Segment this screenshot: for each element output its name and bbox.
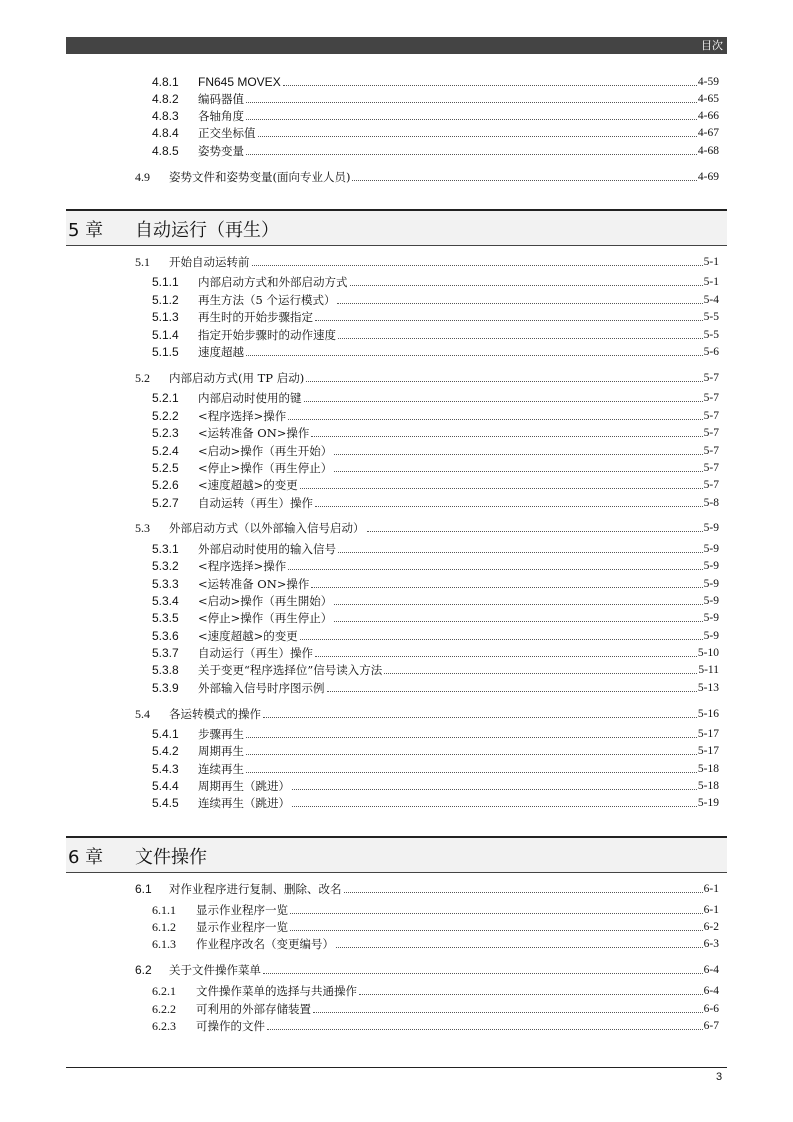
toc-entry-page: 4-68 bbox=[697, 145, 719, 157]
toc-entry-page: 6-7 bbox=[703, 1020, 719, 1032]
leader-dots bbox=[338, 338, 703, 339]
toc-entry-page: 4-69 bbox=[697, 171, 719, 183]
toc-entry[interactable]: 6.1.3 作业程序改名（变更编号） 6-3 bbox=[152, 937, 719, 951]
leader-dots bbox=[311, 587, 702, 588]
toc-entry[interactable]: 4.8.2 编码器值 4-65 bbox=[152, 92, 719, 106]
toc-entry-title: <运转准备 ON>操作 bbox=[198, 577, 310, 591]
leader-dots bbox=[306, 381, 702, 382]
leader-dots bbox=[246, 119, 697, 120]
toc-entry-title: 姿势文件和姿势变量(面向专业人员) bbox=[169, 170, 351, 184]
leader-dots bbox=[252, 265, 703, 266]
toc-entry[interactable]: 4.8.5 姿势变量 4-68 bbox=[152, 144, 719, 158]
toc-entry-title: 关于变更“程序选择位”信号读入方法 bbox=[198, 663, 383, 677]
toc-entry-page: 5-19 bbox=[697, 797, 719, 809]
toc-entry-page: 6-1 bbox=[703, 904, 719, 916]
toc-entry-page: 5-7 bbox=[703, 392, 719, 404]
footer-rule bbox=[66, 1067, 727, 1068]
toc-entry-title: 指定开始步骤时的动作速度 bbox=[198, 328, 336, 342]
toc-section[interactable]: 5.2 内部启动方式(用 TP 启动) 5-7 bbox=[135, 371, 719, 385]
toc-entry[interactable]: 5.2.6 <速度超越>的变更 5-7 bbox=[152, 478, 719, 492]
toc-entry-page: 4-65 bbox=[697, 93, 719, 105]
toc-entry-title: 姿势变量 bbox=[198, 144, 244, 158]
leader-dots bbox=[350, 285, 703, 286]
toc-entry-title: 正交坐标值 bbox=[198, 126, 256, 140]
leader-dots bbox=[246, 355, 703, 356]
toc-entry-page: 5-5 bbox=[703, 311, 719, 323]
chapter-number: 6 章 bbox=[68, 847, 104, 868]
toc-entry-title: 速度超越 bbox=[198, 345, 244, 359]
toc-entry-title: 各轴角度 bbox=[198, 109, 244, 123]
toc-entry-page: 5-9 bbox=[703, 578, 719, 590]
toc-entry-page: 6-4 bbox=[703, 985, 719, 997]
toc-entry-page: 5-7 bbox=[703, 462, 719, 474]
toc-entry-page: 5-1 bbox=[703, 276, 719, 288]
toc-section[interactable]: 6.2 关于文件操作菜单 6-4 bbox=[135, 963, 719, 977]
leader-dots bbox=[288, 419, 702, 420]
leader-dots bbox=[334, 621, 702, 622]
leader-dots bbox=[263, 717, 697, 718]
toc-entry-page: 5-9 bbox=[703, 522, 719, 534]
toc-entry[interactable]: 5.2.5 <停止>操作（再生停止） 5-7 bbox=[152, 461, 719, 475]
toc-entry-page: 5-13 bbox=[697, 682, 719, 694]
leader-dots bbox=[315, 656, 697, 657]
toc-entry[interactable]: 6.2.2 可利用的外部存储装置 6-6 bbox=[152, 1002, 719, 1016]
toc-entry-page: 5-10 bbox=[697, 647, 719, 659]
toc-entry-title: <停止>操作（再生停止） bbox=[198, 461, 333, 475]
toc-entry[interactable]: 5.2.2 <程序选择>操作 5-7 bbox=[152, 409, 719, 423]
toc-entry[interactable]: 4.8.4 正交坐标值 4-67 bbox=[152, 126, 719, 140]
chapter-title: 自动运行（再生） bbox=[135, 220, 279, 241]
toc-entry-title: <启动>操作（再生開始） bbox=[198, 594, 333, 608]
toc-entry[interactable]: 5.1.2 再生方法（5 个运行模式） 5-4 bbox=[152, 293, 719, 307]
toc-entry-title: 外部启动方式（以外部输入信号启动） bbox=[169, 521, 365, 535]
leader-dots bbox=[311, 436, 702, 437]
chapter-heading[interactable] bbox=[66, 836, 727, 873]
toc-entry[interactable]: 5.2.1 内部启动时使用的键 5-7 bbox=[152, 391, 719, 405]
toc-entry-title: 开始自动运转前 bbox=[169, 255, 250, 269]
toc-entry-page: 5-1 bbox=[703, 256, 719, 268]
toc-entry-title: <程序选择>操作 bbox=[198, 559, 287, 573]
header-label: 目次 bbox=[701, 39, 723, 52]
leader-dots bbox=[292, 806, 697, 807]
leader-dots bbox=[246, 754, 697, 755]
toc-entry[interactable]: 5.3.2 <程序选择>操作 5-9 bbox=[152, 559, 719, 573]
toc-entry-page: 5-6 bbox=[703, 346, 719, 358]
leader-dots bbox=[334, 454, 702, 455]
leader-dots bbox=[263, 973, 703, 974]
toc-entry-title: 自动运行（再生）操作 bbox=[198, 646, 313, 660]
toc-entry-page: 5-7 bbox=[703, 445, 719, 457]
toc-entry-page: 5-16 bbox=[697, 708, 719, 720]
toc-section[interactable]: 5.1 开始自动运转前 5-1 bbox=[135, 255, 719, 269]
toc-entry[interactable]: 5.4.3 连续再生 5-18 bbox=[152, 762, 719, 776]
toc-entry-title: 连续再生 bbox=[198, 762, 244, 776]
toc-section[interactable]: 6.1 对作业程序进行复制、删除、改名 6-1 bbox=[135, 882, 719, 896]
chapter-number: 5 章 bbox=[68, 220, 104, 241]
toc-entry-page: 5-9 bbox=[703, 543, 719, 555]
toc-entry-page: 5-18 bbox=[697, 763, 719, 775]
toc-entry-page: 5-7 bbox=[703, 372, 719, 384]
leader-dots bbox=[288, 569, 702, 570]
toc-entry-page: 6-4 bbox=[703, 964, 719, 976]
toc-entry[interactable]: 5.3.6 <速度超越>的变更 5-9 bbox=[152, 629, 719, 643]
toc-entry[interactable]: 5.1.4 指定开始步骤时的动作速度 5-5 bbox=[152, 328, 719, 342]
leader-dots bbox=[246, 772, 697, 773]
leader-dots bbox=[327, 691, 697, 692]
toc-entry-title: 再生方法（5 个运行模式） bbox=[198, 293, 336, 307]
toc-entry-page: 5-8 bbox=[703, 497, 719, 509]
leader-dots bbox=[300, 639, 703, 640]
leader-dots bbox=[304, 401, 703, 402]
leader-dots bbox=[290, 930, 703, 931]
toc-entry-title: 周期再生 bbox=[198, 744, 244, 758]
toc-entry-page: 5-17 bbox=[697, 728, 719, 740]
toc-entry-title: 内部启动方式和外部启动方式 bbox=[198, 275, 348, 289]
leader-dots bbox=[337, 303, 702, 304]
toc-entry-page: 5-4 bbox=[703, 294, 719, 306]
leader-dots bbox=[246, 154, 697, 155]
leader-dots bbox=[258, 136, 697, 137]
toc-entry-page: 4-66 bbox=[697, 110, 719, 122]
toc-entry[interactable]: 5.1.3 再生时的开始步骤指定 5-5 bbox=[152, 310, 719, 324]
toc-entry-title: 外部输入信号时序图示例 bbox=[198, 681, 325, 695]
toc-entry[interactable]: 5.4.1 步骤再生 5-17 bbox=[152, 727, 719, 741]
toc-entry[interactable]: 5.4.4 周期再生（跳进） 5-18 bbox=[152, 779, 719, 793]
leader-dots bbox=[283, 85, 697, 86]
toc-entry-page: 5-7 bbox=[703, 410, 719, 422]
toc-entry[interactable]: 4.8.3 各轴角度 4-66 bbox=[152, 109, 719, 123]
toc-entry-title: FN645 MOVEX bbox=[198, 75, 281, 89]
toc-entry[interactable]: 6.1.2 显示作业程序一览 6-2 bbox=[152, 920, 719, 934]
chapter-title: 文件操作 bbox=[135, 847, 207, 868]
toc-entry-title: <停止>操作（再生停止） bbox=[198, 611, 333, 625]
toc-entry-title: 内部启动时使用的键 bbox=[198, 391, 302, 405]
toc-entry-title: 步骤再生 bbox=[198, 727, 244, 741]
toc-entry-title: 连续再生（跳进） bbox=[198, 796, 290, 810]
toc-entry-title: <启动>操作（再生开始） bbox=[198, 444, 333, 458]
toc-entry-page: 4-59 bbox=[697, 76, 719, 88]
toc-entry[interactable]: 6.2.1 文件操作菜单的选择与共通操作 6-4 bbox=[152, 984, 719, 998]
toc-entry-title: 关于文件操作菜单 bbox=[169, 963, 261, 977]
toc-entry-title: 对作业程序进行复制、删除、改名 bbox=[169, 882, 342, 896]
toc-entry-title: <速度超越>的变更 bbox=[198, 629, 298, 643]
leader-dots bbox=[246, 102, 697, 103]
toc-entry[interactable]: 5.4.2 周期再生 5-17 bbox=[152, 744, 719, 758]
leader-dots bbox=[267, 1029, 703, 1030]
toc-entry[interactable]: 6.1.1 显示作业程序一览 6-1 bbox=[152, 903, 719, 917]
chapter-heading[interactable] bbox=[66, 209, 727, 246]
toc-entry-page: 6-1 bbox=[703, 883, 719, 895]
toc-section[interactable]: 5.4 各运转模式的操作 5-16 bbox=[135, 707, 719, 721]
leader-dots bbox=[315, 320, 703, 321]
toc-entry[interactable]: 5.3.4 <启动>操作（再生開始） 5-9 bbox=[152, 594, 719, 608]
toc-entry[interactable]: 5.3.1 外部启动时使用的输入信号 5-9 bbox=[152, 542, 719, 556]
leader-dots bbox=[336, 947, 703, 948]
leader-dots bbox=[384, 673, 697, 674]
toc-entry-title: 显示作业程序一览 bbox=[196, 920, 288, 934]
toc-entry-page: 6-3 bbox=[703, 938, 719, 950]
leader-dots bbox=[359, 994, 703, 995]
leader-dots bbox=[367, 531, 703, 532]
toc-entry-title: <运转准备 ON>操作 bbox=[198, 426, 310, 440]
toc-entry-title: 可操作的文件 bbox=[196, 1019, 265, 1033]
toc-entry[interactable]: 5.3.7 自动运行（再生）操作 5-10 bbox=[152, 646, 719, 660]
leader-dots bbox=[352, 180, 696, 181]
toc-entry-page: 5-9 bbox=[703, 560, 719, 572]
leader-dots bbox=[315, 506, 703, 507]
leader-dots bbox=[313, 1012, 703, 1013]
toc-entry[interactable]: 5.1.5 速度超越 5-6 bbox=[152, 345, 719, 359]
toc-entry-page: 5-18 bbox=[697, 780, 719, 792]
toc-entry-page: 6-6 bbox=[703, 1003, 719, 1015]
toc-entry-title: 外部启动时使用的输入信号 bbox=[198, 542, 336, 556]
toc-entry-title: 周期再生（跳进） bbox=[198, 779, 290, 793]
toc-entry-page: 5-17 bbox=[697, 745, 719, 757]
toc-entry[interactable]: 5.3.8 关于变更“程序选择位”信号读入方法 5-11 bbox=[152, 663, 719, 677]
leader-dots bbox=[290, 913, 703, 914]
toc-entry-page: 5-7 bbox=[703, 479, 719, 491]
toc-entry-title: 再生时的开始步骤指定 bbox=[198, 310, 313, 324]
toc-entry-title: 各运转模式的操作 bbox=[169, 707, 261, 721]
toc-entry-page: 5-5 bbox=[703, 329, 719, 341]
toc-entry-page: 4-67 bbox=[697, 127, 719, 139]
toc-entry-page: 6-2 bbox=[703, 921, 719, 933]
toc-entry-title: 自动运转（再生）操作 bbox=[198, 496, 313, 510]
toc-entry[interactable]: 5.2.4 <启动>操作（再生开始） 5-7 bbox=[152, 444, 719, 458]
toc-entry-title: 作业程序改名（变更编号） bbox=[196, 937, 334, 951]
toc-entry-title: <程序选择>操作 bbox=[198, 409, 287, 423]
toc-entry[interactable]: 5.1.1 内部启动方式和外部启动方式 5-1 bbox=[152, 275, 719, 289]
toc-entry-page: 5-11 bbox=[698, 664, 719, 676]
toc-entry[interactable]: 6.2.3 可操作的文件 6-7 bbox=[152, 1019, 719, 1033]
toc-entry[interactable]: 5.4.5 连续再生（跳进） 5-19 bbox=[152, 796, 719, 810]
toc-entry-page: 5-9 bbox=[703, 595, 719, 607]
toc-entry[interactable]: 5.3.5 <停止>操作（再生停止） 5-9 bbox=[152, 611, 719, 625]
toc-section[interactable]: 4.9 姿势文件和姿势变量(面向专业人员) 4-69 bbox=[135, 170, 719, 184]
toc-entry[interactable]: 5.2.7 自动运转（再生）操作 5-8 bbox=[152, 496, 719, 510]
toc-entry[interactable]: 5.3.9 外部输入信号时序图示例 5-13 bbox=[152, 681, 719, 695]
leader-dots bbox=[292, 789, 697, 790]
leader-dots bbox=[300, 488, 703, 489]
toc-entry-page: 5-7 bbox=[703, 427, 719, 439]
toc-entry-title: 内部启动方式(用 TP 启动) bbox=[169, 371, 305, 385]
leader-dots bbox=[334, 471, 702, 472]
toc-entry-title: <速度超越>的变更 bbox=[198, 478, 298, 492]
toc-entry[interactable]: 5.3.3 <运转准备 ON>操作 5-9 bbox=[152, 577, 719, 591]
toc-entry-title: 文件操作菜单的选择与共通操作 bbox=[196, 984, 357, 998]
page-number: 3 bbox=[716, 1071, 723, 1083]
toc-section[interactable]: 5.3 外部启动方式（以外部输入信号启动） 5-9 bbox=[135, 521, 719, 535]
leader-dots bbox=[344, 892, 703, 893]
toc-entry-page: 5-9 bbox=[703, 612, 719, 624]
toc-entry-title: 可利用的外部存储装置 bbox=[196, 1002, 311, 1016]
toc-entry-page: 5-9 bbox=[703, 630, 719, 642]
leader-dots bbox=[246, 737, 697, 738]
header-bar bbox=[66, 37, 727, 54]
toc-entry-title: 显示作业程序一览 bbox=[196, 903, 288, 917]
toc-entry[interactable]: 4.8.1 FN645 MOVEX 4-59 bbox=[152, 75, 719, 89]
leader-dots bbox=[338, 552, 703, 553]
toc-entry[interactable]: 5.2.3 <运转准备 ON>操作 5-7 bbox=[152, 426, 719, 440]
leader-dots bbox=[334, 604, 702, 605]
toc-entry-title: 编码器值 bbox=[198, 92, 244, 106]
